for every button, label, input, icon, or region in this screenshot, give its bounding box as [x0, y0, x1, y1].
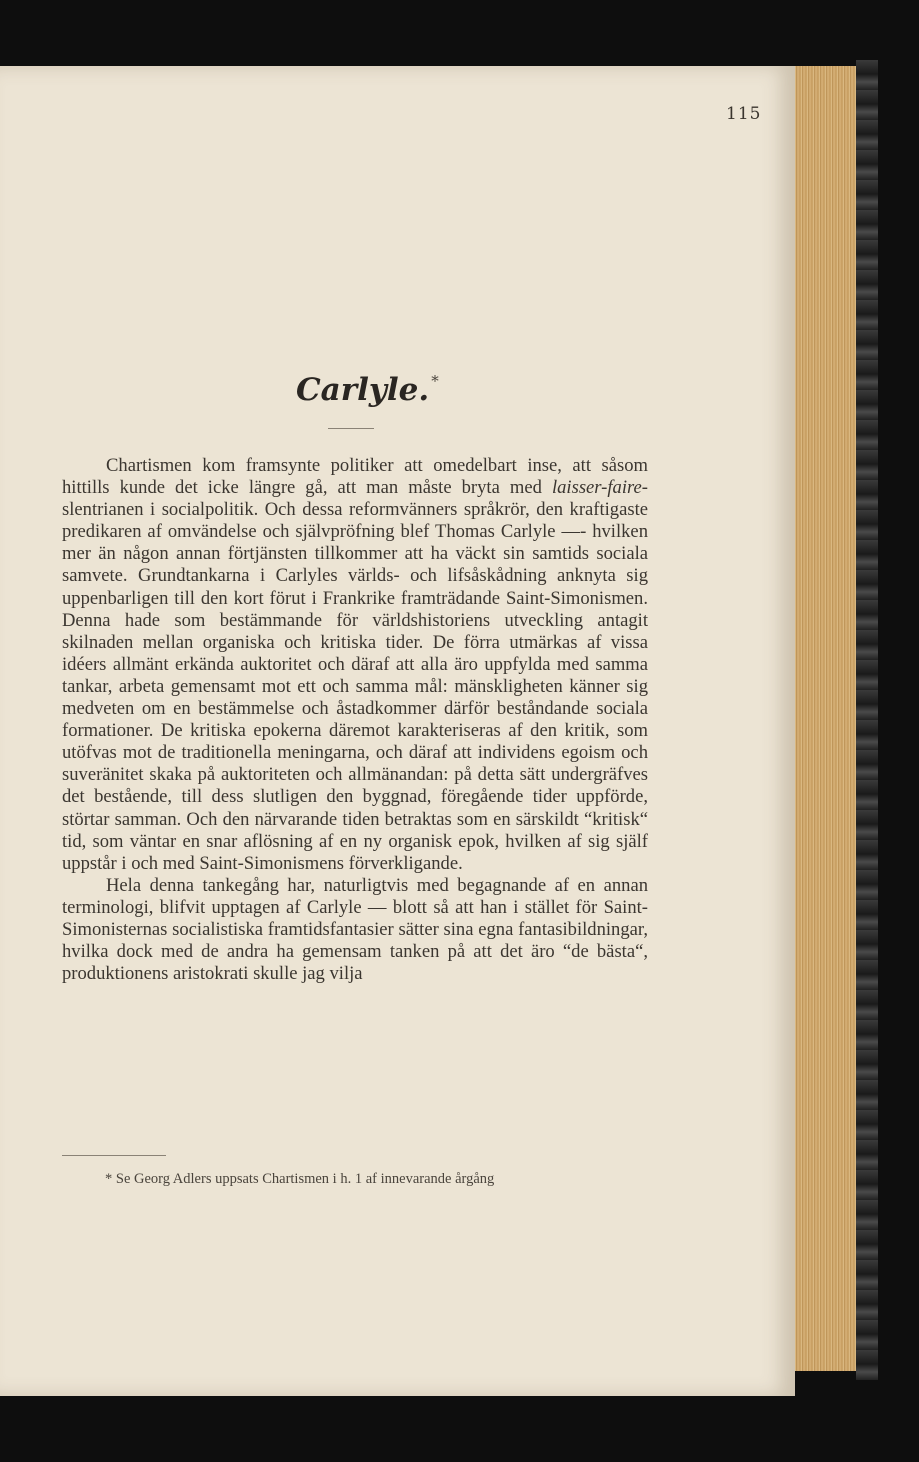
- emphasis-laisser-faire: laisser-faire: [551, 477, 642, 499]
- page-number: 115: [726, 104, 762, 124]
- body-text: [62, 455, 648, 985]
- book-spine: [856, 60, 878, 1380]
- footnote-divider: [62, 1155, 166, 1156]
- paragraph-1-start: Chartismen kom framsynte politiker att omedelbart inse, att såsom hittills kunde det icke längre gå, att man måste bryta med: [62, 455, 648, 499]
- title-divider: [328, 428, 374, 429]
- chapter-title: [296, 372, 439, 408]
- paragraph-1-rest: -slentrianen i socialpolitik. Och dessa reformvänners språkrör, den kraftigaste predikaren af omvändelse och självpröfning blef Thomas Carlyle —- hvilken mer än någon annan förtjänsten tillkommer att ha väckt sin samtids sociala samvete. Grundtankarna i Carlyles världs- och lifsåskådning anknyta sig uppenbarligen till den kort förut i Frankrike framträdande Saint-Simonismen. Denna hade som bestämmande för världshistoriens utveckling antagit skilnaden mellan organiska och kritiska tider. De förra utmärkas af vissa idéers allmänt erkända auktoritet och däraf att alla äro uppfylda med samma tankar, arbeta gemensamt mot ett och samma mål: mänskligheten känner sig medveten om en bestämmelse och åstadkommer därför beståndande sociala formationer. De kritiska epokerna däremot karakteriseras af den kritik, som utöfvas mot de traditionella meningarna, och däraf att individens egoism och suveränitet skaka på auktoriteten och allmänandan: på detta sätt undergräfves det bestående, till dess slutligen den byggnad, föregående tider uppförde, störtar samman. Och den närvarande tiden betraktas som en särskildt “kritisk“ tid, som väntar en snar aflösning af en ny organisk epok, hvilken af sig själf uppstår i och med Saint-Simonismens förverkligande.: [62, 477, 648, 874]
- page-edges: [790, 66, 856, 1371]
- footnote: * Se Georg Adlers uppsats Chartismen i h. 1 af innevarande årgång: [105, 1171, 495, 1187]
- chapter-title-text: Carlyle.: [296, 372, 430, 408]
- paragraph-2: Hela denna tankegång har, naturligtvis med begagnande af en annan terminologi, blifvit upptagen af Carlyle — blott så att han i stället för Saint-Simonisternas socialistiska framtidsfantasier sätter sina egna fantasibildningar, hvilka dock med de andra ha gemensam tanken på att det äro “de bästa“, produktionens aristokrati skulle jag vilja: [62, 874, 648, 985]
- paragraph-1: [62, 455, 648, 875]
- footnote-marker: *: [431, 372, 439, 390]
